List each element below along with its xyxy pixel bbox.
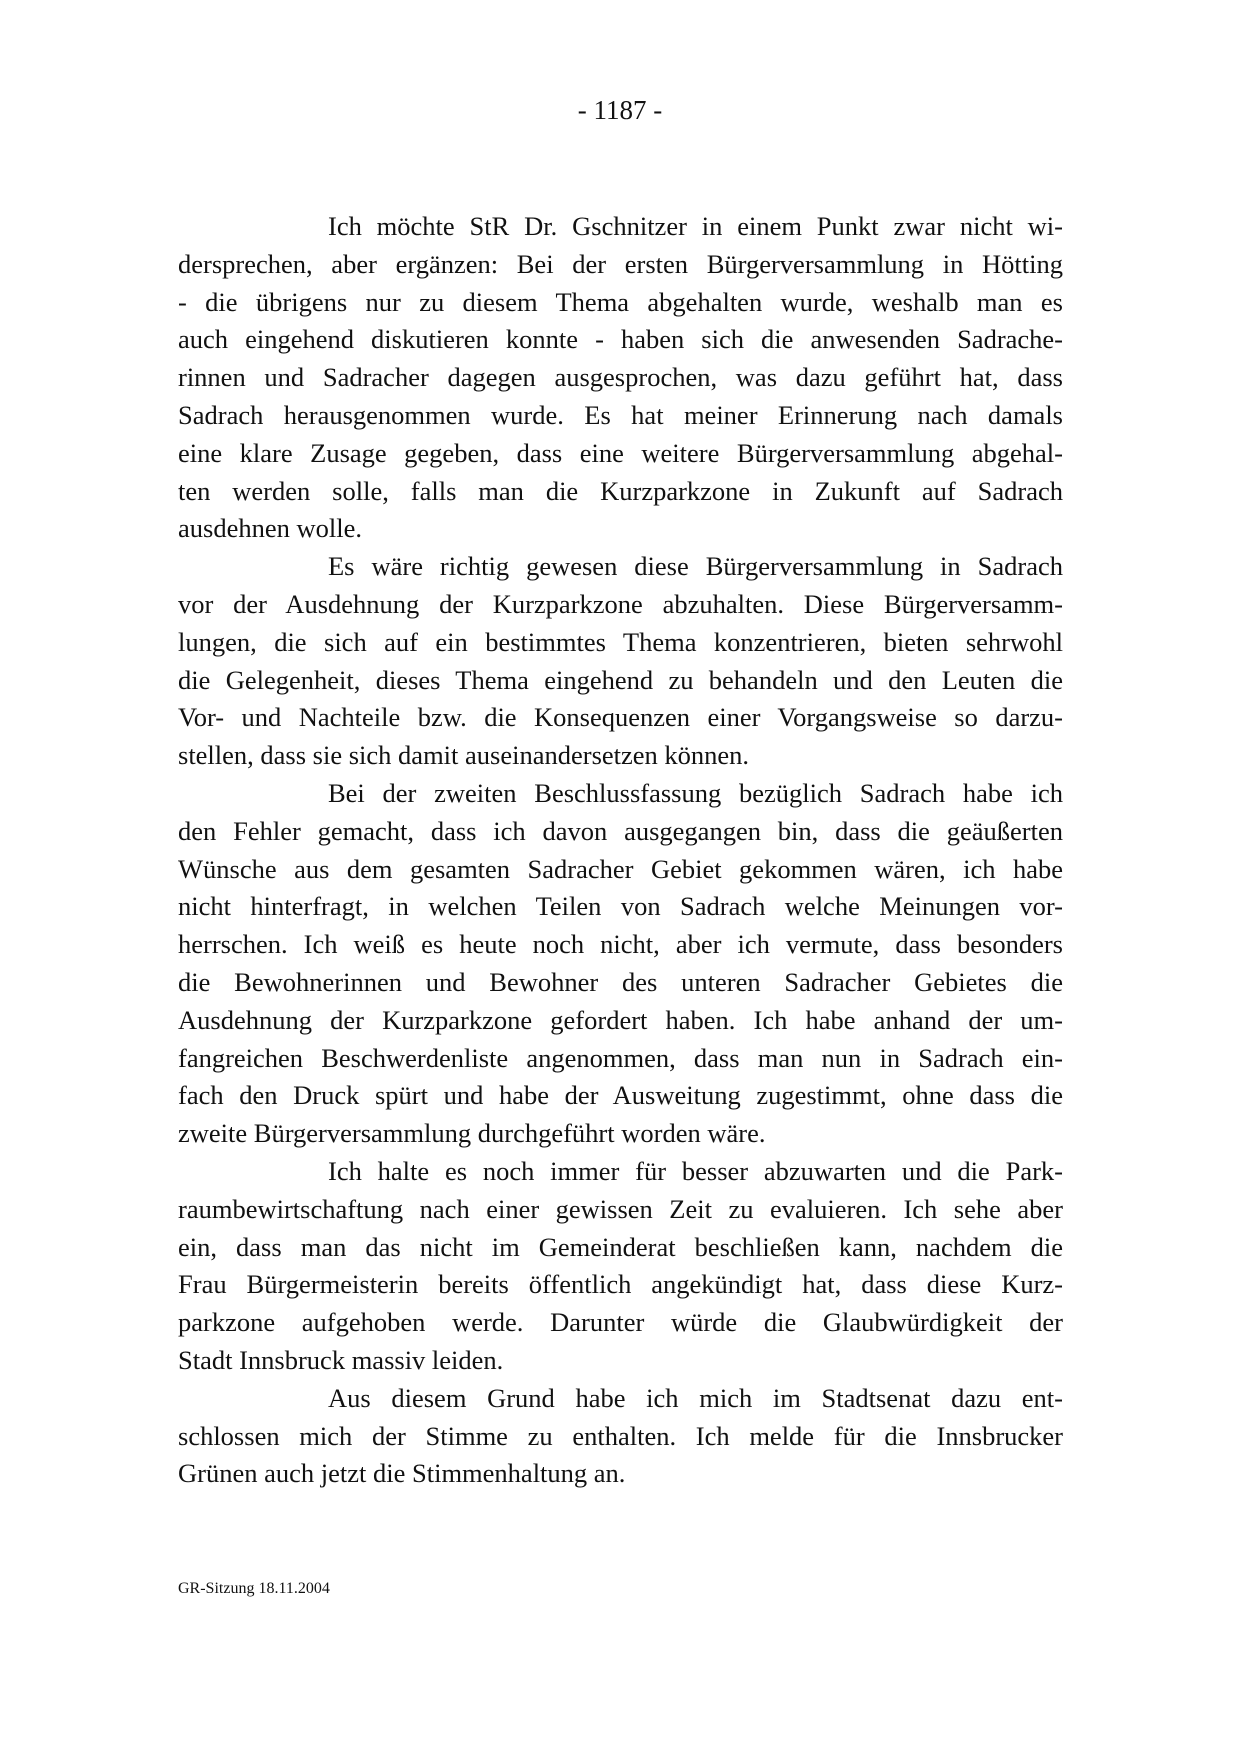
paragraph bbox=[178, 1153, 1063, 1380]
text-line: nicht hinterfragt, in welchen Teilen von Sadrach welche Meinungen vor- bbox=[178, 891, 1063, 922]
paragraph bbox=[178, 1380, 1063, 1493]
paragraph bbox=[178, 208, 1063, 548]
text-line: schlossen mich der Stimme zu enthalten. Ich melde für die Innsbrucker bbox=[178, 1420, 1063, 1451]
text-line: die Bewohnerinnen und Bewohner des unteren Sadracher Gebietes die bbox=[178, 966, 1063, 997]
text-line: raumbewirtschaftung nach einer gewissen Zeit zu evaluieren. Ich sehe aber bbox=[178, 1193, 1063, 1224]
text-line: fach den Druck spürt und habe der Ausweitung zugestimmt, ohne dass die bbox=[178, 1080, 1063, 1111]
text-line: ein, dass man das nicht im Gemeinderat beschließen kann, nachdem die bbox=[178, 1231, 1063, 1262]
text-line: Aus diesem Grund habe ich mich im Stadtsenat dazu ent- bbox=[328, 1382, 1063, 1413]
text-line: die Gelegenheit, dieses Thema eingehend zu behandeln und den Leuten die bbox=[178, 664, 1063, 695]
text-line: - die übrigens nur zu diesem Thema abgehalten wurde, weshalb man es bbox=[178, 286, 1063, 317]
text-line: lungen, die sich auf ein bestimmtes Thema konzentrieren, bieten sehrwohl bbox=[178, 626, 1063, 657]
text-line: Ich halte es noch immer für besser abzuwarten und die Park- bbox=[328, 1155, 1063, 1186]
text-line: eine klare Zusage gegeben, dass eine weitere Bürgerversammlung abgehal- bbox=[178, 437, 1063, 468]
text-line: Ausdehnung der Kurzparkzone gefordert haben. Ich habe anhand der um- bbox=[178, 1004, 1063, 1035]
text-line: den Fehler gemacht, dass ich davon ausgegangen bin, dass die geäußerten bbox=[178, 815, 1063, 846]
text-line: Wünsche aus dem gesamten Sadracher Gebiet gekommen wären, ich habe bbox=[178, 853, 1063, 884]
text-line: zweite Bürgerversammlung durchgeführt worden wäre. bbox=[178, 1118, 766, 1149]
text-line: ausdehnen wolle. bbox=[178, 513, 362, 544]
text-line: auch eingehend diskutieren konnte - haben sich die anwesenden Sadrache- bbox=[178, 324, 1063, 355]
text-line: Sadrach herausgenommen wurde. Es hat meiner Erinnerung nach damals bbox=[178, 399, 1063, 430]
text-line: Bei der zweiten Beschlussfassung bezüglich Sadrach habe ich bbox=[328, 777, 1063, 808]
text-line: Grünen auch jetzt die Stimmenhaltung an. bbox=[178, 1458, 626, 1489]
paragraph bbox=[178, 775, 1063, 1153]
page-number: - 1187 - bbox=[577, 95, 663, 125]
text-line: rinnen und Sadracher dagegen ausgesprochen, was dazu geführt hat, dass bbox=[178, 362, 1063, 393]
text-line: stellen, dass sie sich damit auseinandersetzen können. bbox=[178, 740, 750, 771]
text-line: ten werden solle, falls man die Kurzparkzone in Zukunft auf Sadrach bbox=[178, 475, 1063, 506]
body-text bbox=[178, 208, 1063, 1493]
text-line: Stadt Innsbruck massiv leiden. bbox=[178, 1344, 504, 1375]
paragraph bbox=[178, 548, 1063, 775]
text-line: Vor- und Nachteile bzw. die Konsequenzen einer Vorgangsweise so darzu- bbox=[178, 702, 1063, 733]
footer-session-date: GR-Sitzung 18.11.2004 bbox=[178, 1580, 330, 1597]
text-line: parkzone aufgehoben werde. Darunter würde die Glaubwürdigkeit der bbox=[178, 1307, 1063, 1338]
text-line: dersprechen, aber ergänzen: Bei der ersten Bürgerversammlung in Hötting bbox=[178, 248, 1063, 279]
text-line: Es wäre richtig gewesen diese Bürgerversammlung in Sadrach bbox=[328, 551, 1063, 582]
text-line: fangreichen Beschwerdenliste angenommen, dass man nun in Sadrach ein- bbox=[178, 1042, 1063, 1073]
text-line: vor der Ausdehnung der Kurzparkzone abzuhalten. Diese Bürgerversamm- bbox=[178, 588, 1063, 619]
text-line: herrschen. Ich weiß es heute noch nicht, aber ich vermute, dass besonders bbox=[178, 929, 1063, 960]
text-line: Ich möchte StR Dr. Gschnitzer in einem Punkt zwar nicht wi- bbox=[328, 211, 1063, 241]
text-line: Frau Bürgermeisterin bereits öffentlich angekündigt hat, dass diese Kurz- bbox=[178, 1269, 1063, 1300]
